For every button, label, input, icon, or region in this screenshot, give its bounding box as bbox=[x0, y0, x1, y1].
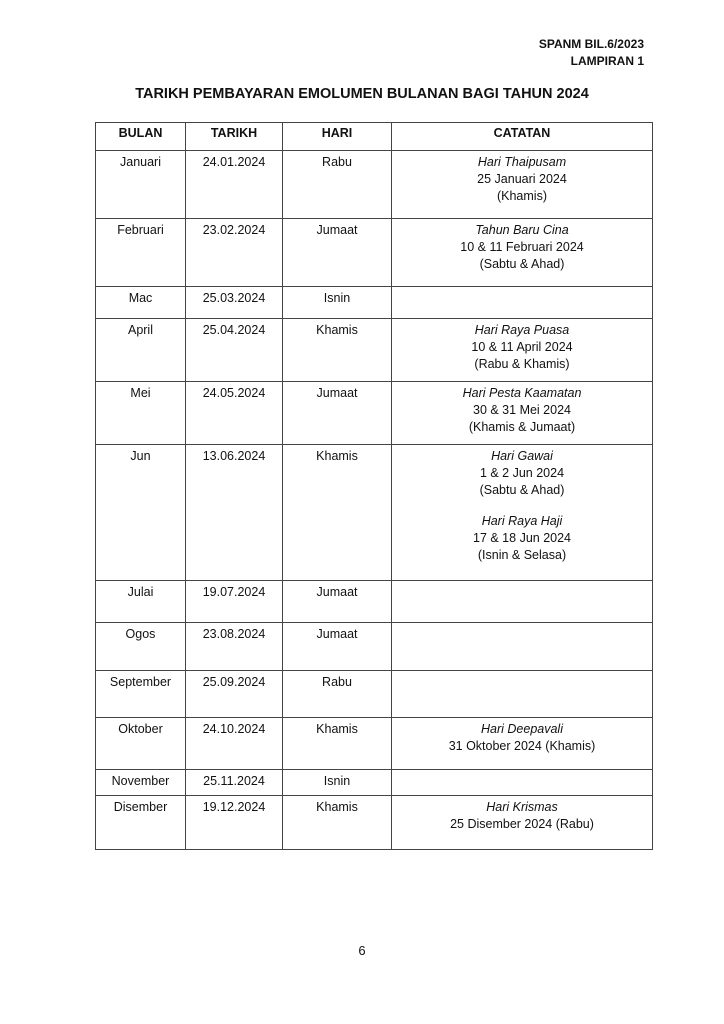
cell-tarikh: 13.06.2024 bbox=[186, 445, 283, 581]
holiday-date: 17 & 18 Jun 2024 bbox=[473, 531, 571, 545]
table-row bbox=[96, 382, 653, 445]
cell-hari: Jumaat bbox=[283, 382, 392, 445]
cell-catatan bbox=[392, 770, 653, 796]
cell-catatan bbox=[392, 581, 653, 623]
cell-bulan: Jun bbox=[96, 445, 186, 581]
holiday-name: Tahun Baru Cina bbox=[475, 223, 569, 237]
cell-tarikh: 23.02.2024 bbox=[186, 219, 283, 287]
cell-tarikh: 25.09.2024 bbox=[186, 671, 283, 718]
holiday-day: (Khamis & Jumaat) bbox=[468, 420, 576, 434]
holiday-date: 25 Disember 2024 (Rabu) bbox=[450, 817, 594, 831]
cell-hari: Khamis bbox=[283, 319, 392, 382]
table-row bbox=[96, 445, 653, 581]
cell-tarikh: 24.05.2024 bbox=[186, 382, 283, 445]
holiday-day: (Isnin & Selasa) bbox=[477, 548, 567, 562]
cell-hari: Jumaat bbox=[283, 581, 392, 623]
cell-catatan bbox=[392, 151, 653, 219]
cell-tarikh: 25.03.2024 bbox=[186, 287, 283, 319]
cell-catatan bbox=[392, 287, 653, 319]
document-reference: SPANM BIL.6/2023 bbox=[538, 37, 644, 51]
table-row bbox=[96, 319, 653, 382]
cell-catatan bbox=[392, 382, 653, 445]
column-header-hari: HARI bbox=[283, 123, 392, 151]
cell-bulan: Disember bbox=[96, 796, 186, 850]
table-row bbox=[96, 219, 653, 287]
cell-bulan: Februari bbox=[96, 219, 186, 287]
holiday-date: 31 Oktober 2024 (Khamis) bbox=[448, 739, 596, 753]
table-row bbox=[96, 287, 653, 319]
cell-bulan: September bbox=[96, 671, 186, 718]
holiday-day: (Sabtu & Ahad) bbox=[479, 483, 565, 497]
cell-bulan: Mei bbox=[96, 382, 186, 445]
holiday-name: Hari Raya Haji bbox=[481, 514, 563, 528]
cell-hari: Isnin bbox=[283, 287, 392, 319]
cell-bulan: Januari bbox=[96, 151, 186, 219]
cell-bulan: Oktober bbox=[96, 718, 186, 770]
cell-tarikh: 25.11.2024 bbox=[186, 770, 283, 796]
cell-catatan bbox=[392, 219, 653, 287]
cell-tarikh: 19.07.2024 bbox=[186, 581, 283, 623]
cell-tarikh: 19.12.2024 bbox=[186, 796, 283, 850]
payment-schedule-table bbox=[95, 122, 653, 850]
cell-hari: Isnin bbox=[283, 770, 392, 796]
cell-bulan: November bbox=[96, 770, 186, 796]
cell-bulan: Ogos bbox=[96, 623, 186, 671]
cell-catatan bbox=[392, 718, 653, 770]
table-row bbox=[96, 671, 653, 718]
column-header-bulan: BULAN bbox=[96, 123, 186, 151]
cell-hari: Khamis bbox=[283, 718, 392, 770]
table-row bbox=[96, 151, 653, 219]
cell-hari: Rabu bbox=[283, 671, 392, 718]
holiday-name: Hari Thaipusam bbox=[477, 155, 567, 169]
holiday-day: (Sabtu & Ahad) bbox=[479, 257, 565, 271]
cell-hari: Jumaat bbox=[283, 219, 392, 287]
cell-hari: Jumaat bbox=[283, 623, 392, 671]
holiday-name: Hari Deepavali bbox=[481, 722, 563, 736]
cell-hari: Rabu bbox=[283, 151, 392, 219]
holiday-name: Hari Gawai bbox=[491, 449, 553, 463]
table-row bbox=[96, 796, 653, 850]
cell-bulan: April bbox=[96, 319, 186, 382]
holiday-date: 10 & 11 Februari 2024 bbox=[460, 240, 584, 254]
cell-tarikh: 24.10.2024 bbox=[186, 718, 283, 770]
table-row bbox=[96, 718, 653, 770]
holiday-day: (Khamis) bbox=[496, 189, 547, 203]
table-row bbox=[96, 581, 653, 623]
cell-catatan bbox=[392, 796, 653, 850]
cell-catatan bbox=[392, 319, 653, 382]
table-row bbox=[96, 623, 653, 671]
cell-tarikh: 23.08.2024 bbox=[186, 623, 283, 671]
table-row bbox=[96, 770, 653, 796]
cell-hari: Khamis bbox=[283, 445, 392, 581]
holiday-day: (Rabu & Khamis) bbox=[474, 357, 570, 371]
cell-tarikh: 25.04.2024 bbox=[186, 319, 283, 382]
table-body bbox=[96, 151, 653, 850]
holiday-date: 1 & 2 Jun 2024 bbox=[479, 466, 565, 480]
cell-catatan bbox=[392, 671, 653, 718]
document-title: TARIKH PEMBAYARAN EMOLUMEN BULANAN BAGI TAHUN 2024 bbox=[135, 86, 589, 102]
cell-hari: Khamis bbox=[283, 796, 392, 850]
appendix-label: LAMPIRAN 1 bbox=[570, 54, 644, 68]
page-number: 6 bbox=[358, 943, 366, 958]
cell-bulan: Mac bbox=[96, 287, 186, 319]
cell-bulan: Julai bbox=[96, 581, 186, 623]
cell-catatan bbox=[392, 445, 653, 581]
holiday-name: Hari Krismas bbox=[486, 800, 558, 814]
holiday-name: Hari Pesta Kaamatan bbox=[462, 386, 582, 400]
table-header-row bbox=[96, 123, 653, 151]
column-header-tarikh: TARIKH bbox=[186, 123, 283, 151]
cell-catatan bbox=[392, 623, 653, 671]
holiday-date: 10 & 11 April 2024 bbox=[471, 340, 573, 354]
column-header-catatan: CATATAN bbox=[392, 123, 653, 151]
cell-tarikh: 24.01.2024 bbox=[186, 151, 283, 219]
holiday-name: Hari Raya Puasa bbox=[474, 323, 570, 337]
holiday-date: 30 & 31 Mei 2024 bbox=[473, 403, 571, 417]
holiday-date: 25 Januari 2024 bbox=[477, 172, 567, 186]
